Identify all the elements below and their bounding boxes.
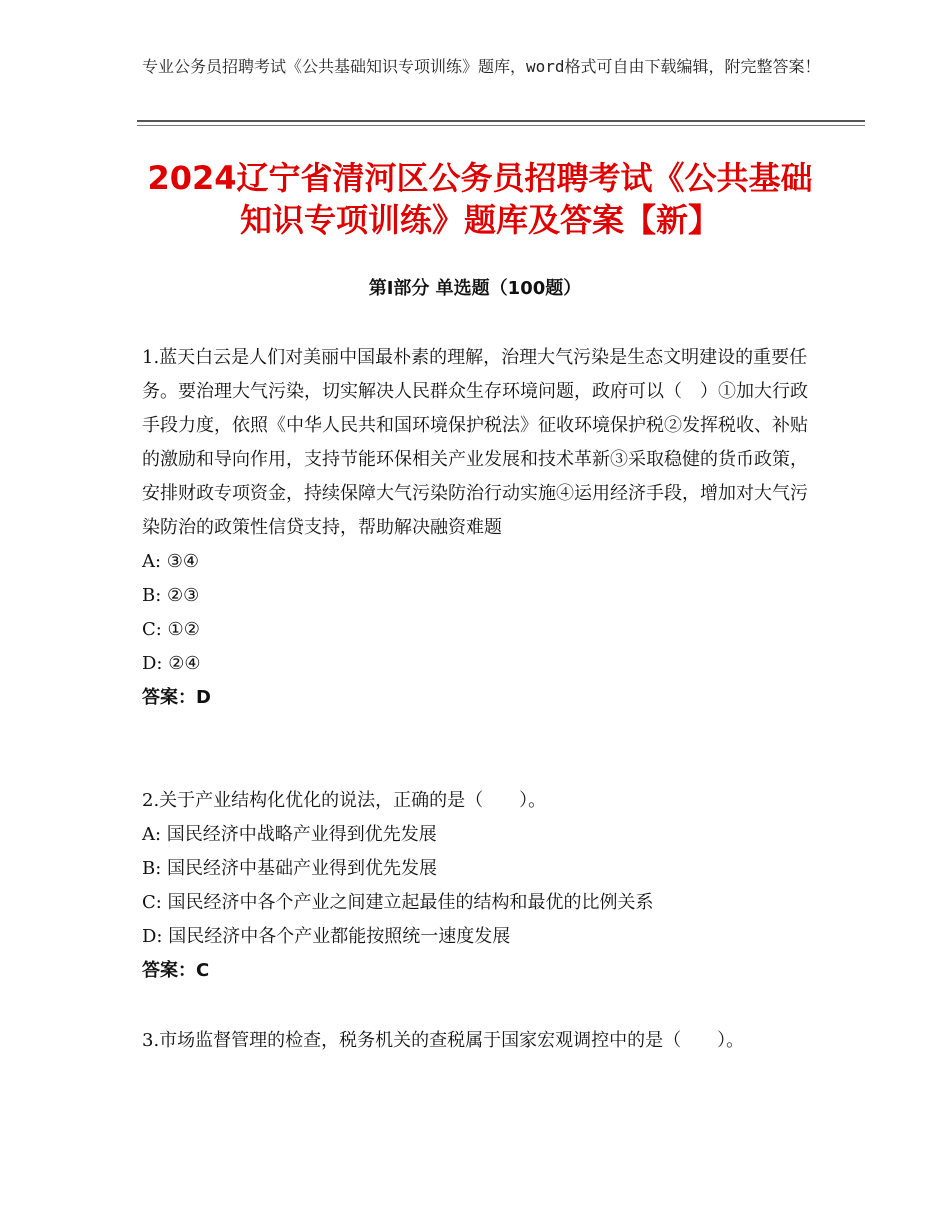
option-c: C: 国民经济中各个产业之间建立起最佳的结构和最优的比例关系 bbox=[142, 892, 654, 913]
section-title: 第Ⅰ部分 单选题（100题） bbox=[368, 278, 582, 299]
option-a: A: ③④ bbox=[142, 551, 200, 572]
header-rule-thin bbox=[137, 125, 865, 126]
question-3 bbox=[142, 1024, 808, 1058]
question-1 bbox=[142, 341, 808, 715]
option-c: C: ①② bbox=[142, 619, 200, 640]
header-rule-thick bbox=[137, 120, 865, 122]
header-note: 专业公务员招聘考试《公共基础知识专项训练》题库，word格式可自由下载编辑，附完整答案！ bbox=[142, 57, 821, 76]
document-title: 2024辽宁省清河区公务员招聘考试《公共基础知识专项训练》题库及答案【新】 bbox=[147, 159, 813, 239]
option-d: D: 国民经济中各个产业都能按照统一速度发展 bbox=[142, 926, 511, 947]
option-a: A: 国民经济中战略产业得到优先发展 bbox=[142, 824, 437, 845]
question-text: 2.关于产业结构化优化的说法，正确的是（ ）。 bbox=[142, 790, 547, 811]
option-b: B: 国民经济中基础产业得到优先发展 bbox=[142, 858, 438, 879]
answer: 答案：C bbox=[142, 960, 210, 981]
question-text: 3.市场监督管理的检查，税务机关的查税属于国家宏观调控中的是（ ）。 bbox=[142, 1030, 745, 1051]
question-text: 1.蓝天白云是人们对美丽中国最朴素的理解，治理大气污染是生态文明建设的重要任务。要治理大气污染，切实解决人民群众生存环境问题，政府可以（ ）①加大行政手段力度，依照《中华人民共和国环境保护税法》征收环境保护税②发挥税收、补贴的激励和导向作用，支持节能环保相关产业发展和技术革新③采取稳健的货币政策，安排财政专项资金，持续保障大气污染防治行动实施④运用经济手段，增加对大气污染防治的政策性信贷支持，帮助解决融资难题 bbox=[142, 347, 808, 538]
option-d: D: ②④ bbox=[142, 653, 201, 674]
answer: 答案：D bbox=[142, 687, 211, 708]
option-b: B: ②③ bbox=[142, 585, 200, 606]
question-2 bbox=[142, 784, 808, 988]
